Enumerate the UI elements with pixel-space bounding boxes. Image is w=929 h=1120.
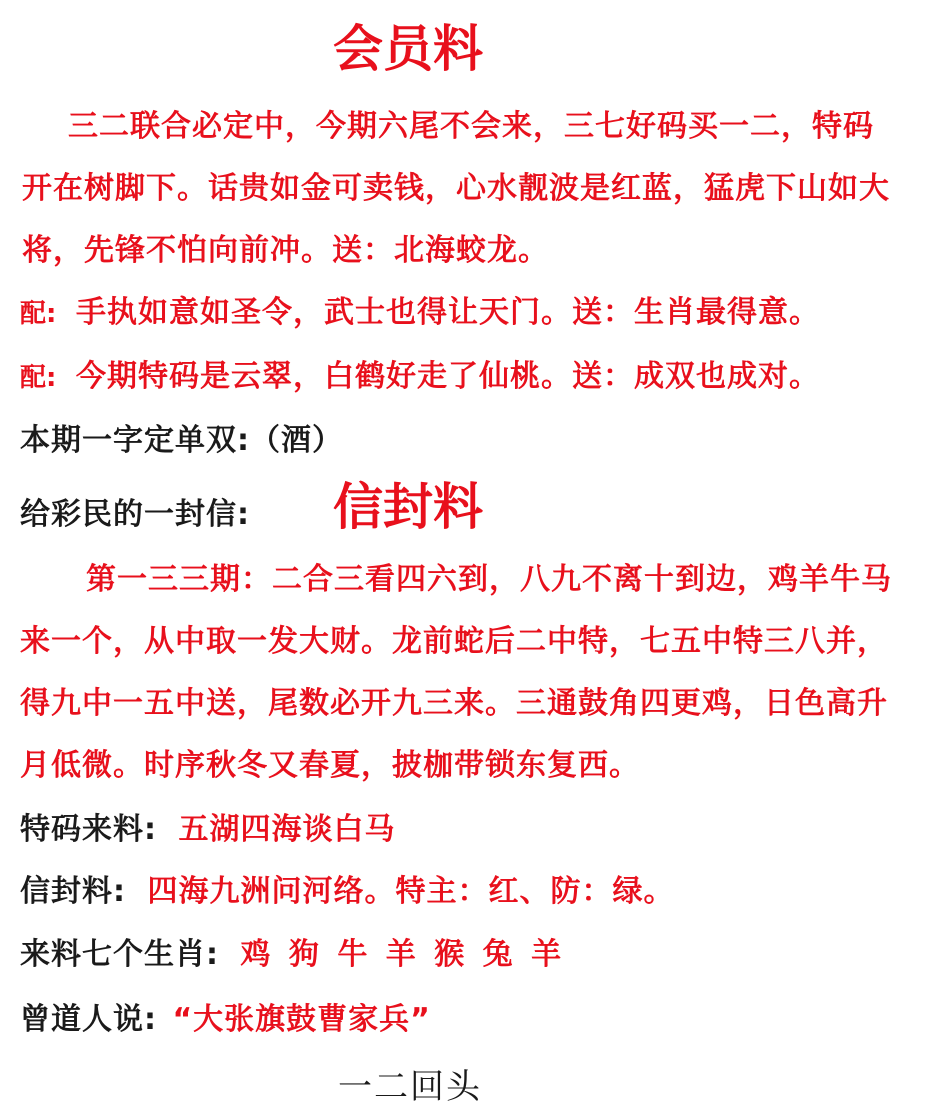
paragraph-line: 第一三三期：二合三看四六到，八九不离十到边，鸡羊牛马 [86, 562, 892, 597]
xinfeng-line [20, 874, 675, 909]
pei-text: 今期特码是云翠，白鹤好走了仙桃。送：成双也成对。 [75, 359, 820, 394]
section-title-huiyuanliao: 会员料 [333, 19, 483, 78]
quote-line [20, 1002, 431, 1037]
footer-text: 一二回头 [338, 1067, 482, 1107]
paragraph-line: 月低微。时序秋冬又春夏，披枷带锁东复西。 [20, 748, 640, 783]
tema-text: 五湖四海谈白马 [178, 812, 396, 847]
paragraph-line: 将，先锋不怕向前冲。送：北海蛟龙。 [22, 233, 549, 268]
shengxiao-line [20, 937, 563, 972]
section-title-xinfengliao: 信封料 [333, 477, 483, 536]
paragraph-line: 来一个，从中取一发大财。龙前蛇后二中特，七五中特三八并， [20, 624, 888, 659]
xinfeng-text: 四海九洲问河络。特主：红、防：绿。 [147, 874, 675, 909]
dingdanshuang-line: 本期一字定单双:（酒） [20, 423, 343, 458]
paragraph-line: 开在树脚下。话贵如金可卖钱，心水靓波是红蓝，猛虎下山如大 [22, 171, 890, 206]
quote-label: 曾道人说: [20, 1002, 157, 1037]
letter-label: 给彩民的一封信: [20, 497, 250, 532]
pei-text: 手执如意如圣令，武士也得让天门。送：生肖最得意。 [75, 295, 820, 330]
pei-line [20, 295, 820, 330]
quote-text: “大张旗鼓曹家兵” [172, 1002, 431, 1037]
tema-line [20, 812, 396, 847]
pei-label: 配: [20, 299, 57, 329]
xinfeng-label: 信封料: [20, 874, 126, 909]
tema-label: 特码来料: [20, 812, 157, 847]
pei-line [20, 359, 820, 394]
shengxiao-text: 鸡 狗 牛 羊 猴 兔 羊 [240, 937, 563, 972]
paragraph-line: 三二联合必定中，今期六尾不会来，三七好码买一二，特码 [68, 109, 874, 144]
shengxiao-label: 来料七个生肖: [20, 937, 219, 972]
paragraph-line: 得九中一五中送，尾数必开九三来。三通鼓角四更鸡，日色高升 [20, 686, 888, 721]
pei-label: 配: [20, 363, 57, 393]
